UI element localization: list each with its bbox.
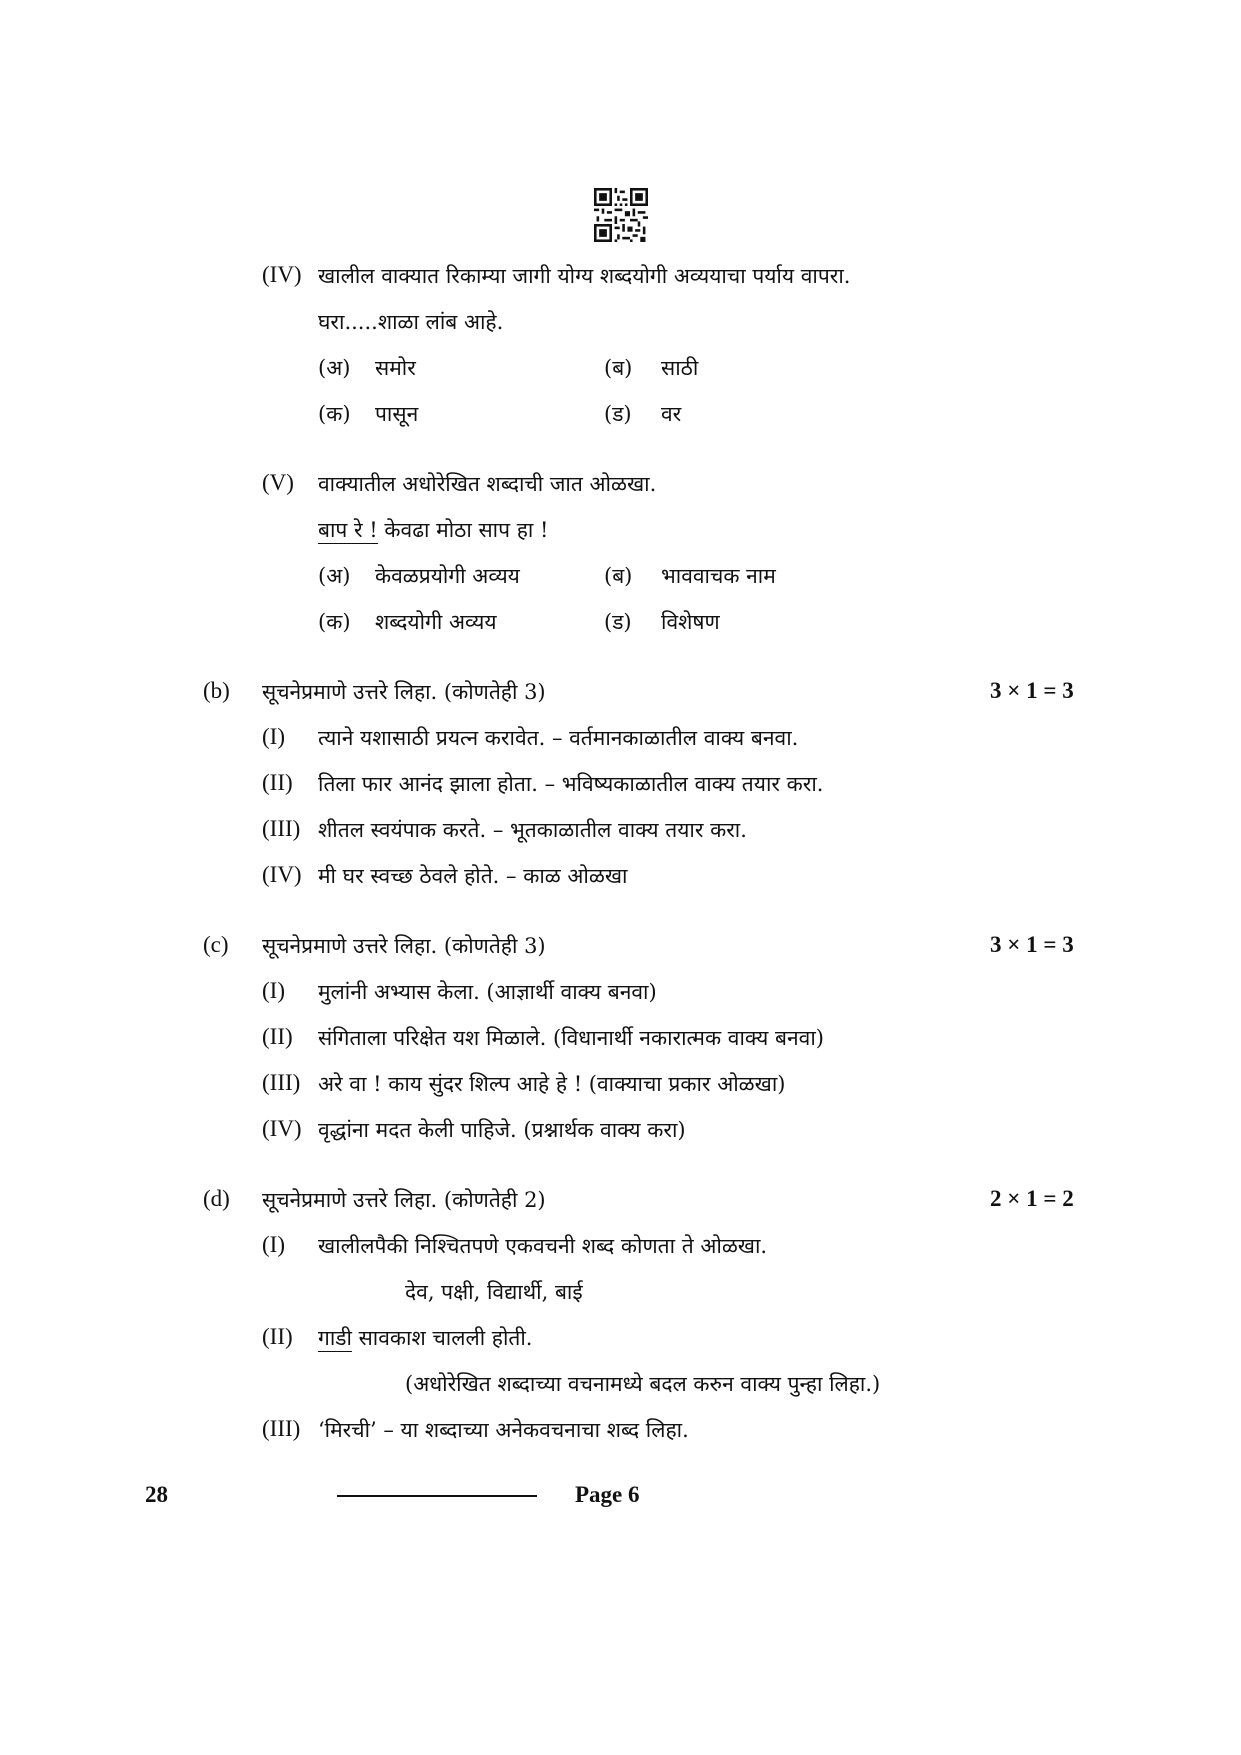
item-number: (III) (262, 816, 301, 841)
item-number: (II) (262, 1324, 293, 1349)
item-text: ‘मिरची’ – या शब्दाच्या अनेकवचनाचा शब्द लिहा. (318, 1418, 689, 1442)
item-number: (I) (262, 1232, 285, 1257)
item-number: (II) (262, 770, 293, 795)
item-number: (I) (262, 978, 285, 1003)
question-prompt: खालील वाक्यात रिकाम्या जागी योग्य शब्दयोगी अव्ययाचा पर्याय वापरा. (318, 264, 851, 288)
section-title: सूचनेप्रमाणे उत्तरे लिहा. (कोणतेही 3) (262, 680, 546, 704)
item-text (318, 1324, 532, 1352)
item-number: (I) (262, 724, 285, 749)
option-text: साठी (661, 356, 699, 380)
option-text: भाववाचक नाम (661, 564, 776, 588)
option-key: (अ) (318, 356, 351, 380)
item-text: वृद्धांना मदत केली पाहिजे. (प्रश्नार्थक वाक्य करा) (318, 1118, 686, 1142)
item-text: शीतल स्वयंपाक करते. – भूतकाळातील वाक्य तयार करा. (318, 818, 747, 842)
option-key: (ड) (604, 610, 632, 634)
section-label: (d) (203, 1186, 230, 1211)
question-sentence (318, 516, 548, 544)
paper-code: 28 (145, 1482, 168, 1507)
underlined-word: गाडी (318, 1326, 352, 1350)
option-text: शब्दयोगी अव्यय (375, 610, 497, 634)
section-label: (c) (203, 932, 229, 957)
item-text: तिला फार आनंद झाला होता. – भविष्यकाळातील वाक्य तयार करा. (318, 772, 824, 796)
sentence-rest: सावकाश चालली होती. (351, 1326, 533, 1350)
word-list: देव, पक्षी, विद्यार्थी, बाई (405, 1280, 583, 1304)
item-text: अरे वा ! काय सुंदर शिल्प आहे हे ! (वाक्याचा प्रकार ओळखा) (318, 1072, 786, 1096)
question-sentence: घरा.....शाळा लांब आहे. (318, 310, 504, 334)
item-number: (IV) (262, 862, 302, 887)
section-title: सूचनेप्रमाणे उत्तरे लिहा. (कोणतेही 2) (262, 1188, 546, 1212)
question-number: (V) (262, 470, 294, 495)
option-text: विशेषण (661, 610, 720, 634)
item-text: खालीलपैकी निश्चितपणे एकवचनी शब्द कोणता ते ओळखा. (318, 1234, 768, 1258)
underlined-word: बाप रे ! (318, 518, 378, 542)
option-key: (ड) (604, 402, 632, 426)
option-key: (अ) (318, 564, 351, 588)
option-key: (क) (318, 610, 351, 634)
option-text: वर (661, 402, 682, 426)
item-instruction: (अधोरेखित शब्दाच्या वचनामध्ये बदल करुन वाक्य पुन्हा लिहा.) (405, 1372, 881, 1396)
section-marks: 3 × 1 = 3 (990, 678, 1074, 703)
item-text: मी घर स्वच्छ ठेवले होते. – काळ ओळखा (318, 864, 628, 888)
option-text: केवळप्रयोगी अव्यय (375, 564, 520, 588)
option-key: (ब) (604, 564, 633, 588)
sentence-rest: केवढा मोठा साप हा ! (377, 518, 549, 542)
option-key: (क) (318, 402, 351, 426)
section-marks: 2 × 1 = 2 (990, 1186, 1074, 1211)
page-number: Page 6 (575, 1482, 640, 1507)
item-text: त्याने यशासाठी प्रयत्न करावेत. – वर्तमानकाळातील वाक्य बनवा. (318, 726, 799, 750)
option-key: (ब) (604, 356, 633, 380)
question-prompt: वाक्यातील अधोरेखित शब्दाची जात ओळखा. (318, 472, 657, 496)
option-text: समोर (375, 356, 416, 380)
section-label: (b) (203, 678, 230, 703)
item-number: (II) (262, 1024, 293, 1049)
item-number: (IV) (262, 1116, 302, 1141)
footer-rule (337, 1495, 537, 1497)
option-text: पासून (375, 402, 419, 426)
item-text: संगिताला परिक्षेत यश मिळाले. (विधानार्थी नकारात्मक वाक्य बनवा) (318, 1026, 824, 1050)
item-number: (III) (262, 1070, 301, 1095)
qr-code (594, 188, 648, 242)
section-marks: 3 × 1 = 3 (990, 932, 1074, 957)
question-number: (IV) (262, 262, 302, 287)
item-number: (III) (262, 1416, 301, 1441)
item-text: मुलांनी अभ्यास केला. (आज्ञार्थी वाक्य बनवा) (318, 980, 657, 1004)
section-title: सूचनेप्रमाणे उत्तरे लिहा. (कोणतेही 3) (262, 934, 546, 958)
